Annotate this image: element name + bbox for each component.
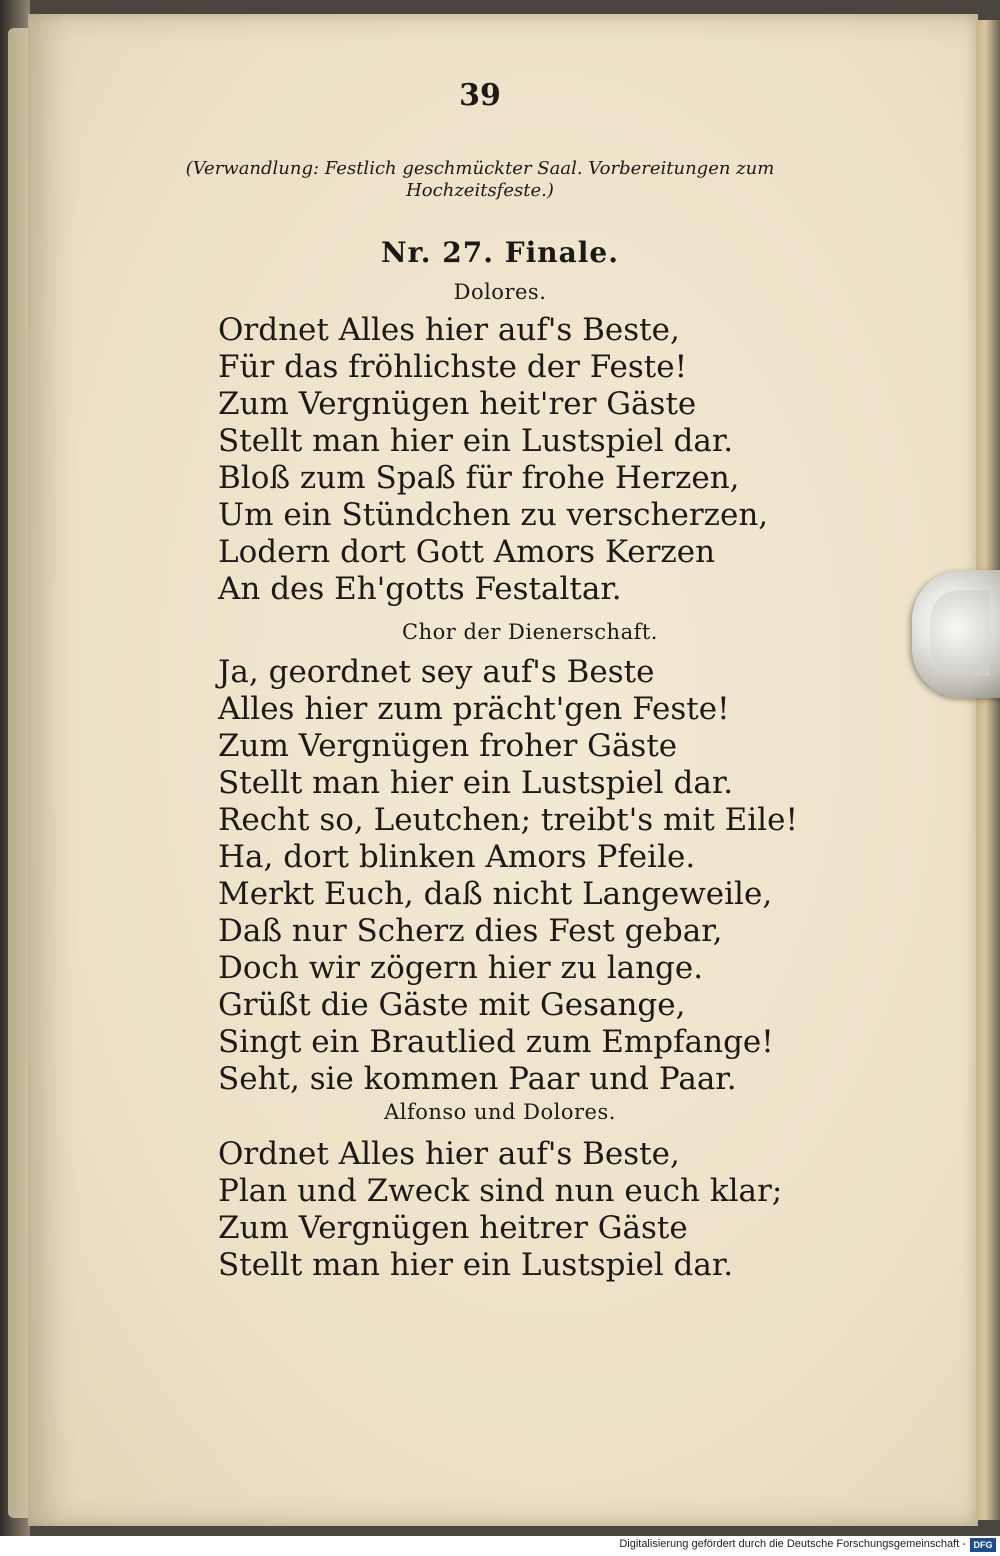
verse-line: Zum Vergnügen heit'rer Gäste [218,386,697,422]
verse-line: Zum Vergnügen heitrer Gäste [218,1210,688,1246]
page-stack-edge [976,20,1000,1520]
verse-line: Seht, sie kommen Paar und Paar. [218,1061,737,1097]
verse-line: Für das fröhlichste der Feste! [218,349,688,385]
verse-line: Lodern dort Gott Amors Kerzen [218,534,716,570]
verse-line: An des Eh'gotts Festaltar. [218,571,622,607]
verse-line: Doch wir zögern hier zu lange. [218,950,704,986]
verse-line: Merkt Euch, daß nicht Langeweile, [218,876,773,912]
verse-block-dolores [218,312,778,608]
page-clip-highlight [930,590,990,676]
verse-line: Stellt man hier ein Lustspiel dar. [218,423,734,459]
verse-line: Recht so, Leutchen; treibt's mit Eile! [218,802,798,838]
verse-line: Ja, geordnet sey auf's Beste [218,654,655,690]
page-number: 39 [459,78,501,113]
dfg-logo: DFG [970,1538,996,1552]
verse-line: Ha, dort blinken Amors Pfeile. [218,839,696,875]
verse-line: Stellt man hier ein Lustspiel dar. [218,765,734,801]
verse-line: Bloß zum Spaß für frohe Herzen, [218,460,740,496]
number-title: Nr. 27. Finale. [381,236,619,269]
verse-line: Plan und Zweck sind nun euch klar; [218,1173,783,1209]
verse-line: Zum Vergnügen froher Gäste [218,728,678,764]
verse-line: Daß nur Scherz dies Fest gebar, [218,913,723,949]
speaker-dolores: Dolores. [453,280,547,304]
speaker-alfonso-dolores: Alfonso und Dolores. [384,1100,616,1124]
verse-block-alfonso-dolores [218,1136,783,1284]
verse-line: Um ein Stündchen zu verscherzen, [218,497,769,533]
footer-credit: Digitalisierung gefördert durch die Deutsche Forschungsgemeinschaft - [619,1538,966,1550]
verse-line: Ordnet Alles hier auf's Beste, [218,1136,680,1172]
verse-line: Grüßt die Gäste mit Gesange, [218,987,686,1023]
speaker-chor: Chor der Dienerschaft. [402,620,658,644]
verse-line: Singt ein Brautlied zum Empfange! [218,1024,774,1060]
verse-line: Alles hier zum prächt'gen Feste! [218,691,730,727]
stage-direction: (Verwandlung: Festlich geschmückter Saal. Vorbereitungen zum Hochzeitsfeste.) [185,158,775,201]
verse-block-chor [218,654,798,1098]
verse-line: Ordnet Alles hier auf's Beste, [218,312,680,348]
verse-line: Stellt man hier ein Lustspiel dar. [218,1247,734,1283]
